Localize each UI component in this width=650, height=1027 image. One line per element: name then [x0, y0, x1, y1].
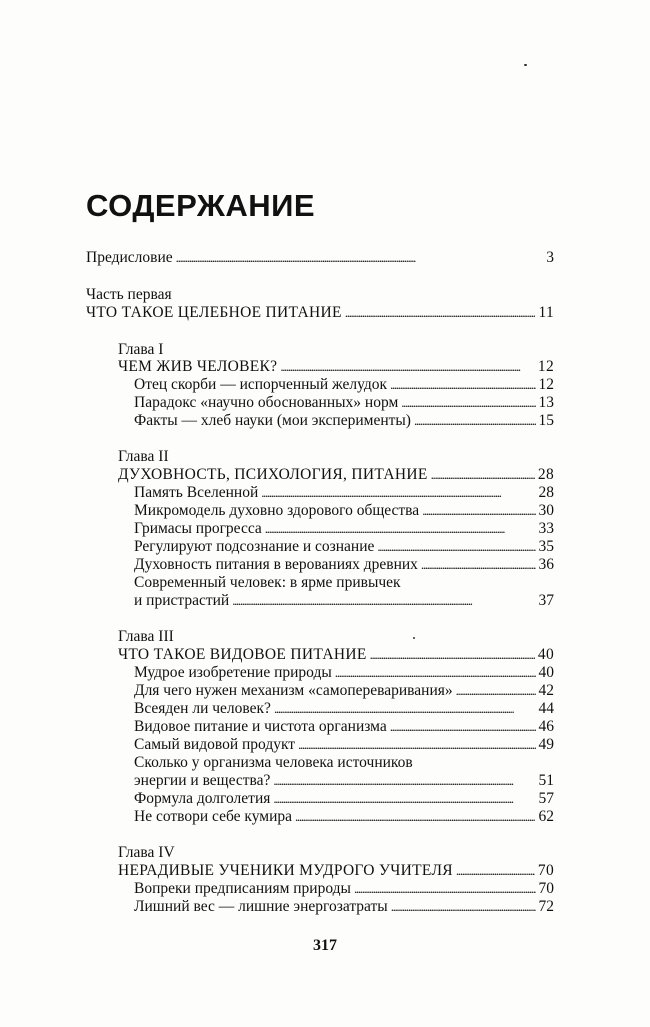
entry-page: 44 [538, 700, 554, 717]
toc-entry-section[interactable] [134, 520, 554, 538]
entry-page: 40 [537, 646, 554, 663]
entry-page: 28 [537, 466, 554, 483]
entry-title: Предисловие [86, 249, 173, 266]
dot-leader [431, 466, 535, 484]
entry-title: Всеяден ли человек? [134, 700, 271, 717]
dot-leader [273, 772, 535, 790]
dot-leader [232, 592, 535, 610]
entry-title: Мудрое изобретение природы [134, 664, 332, 681]
toc-entry-section[interactable] [134, 664, 554, 682]
toc-entry-section[interactable] [134, 700, 554, 718]
dot-leader [390, 718, 536, 736]
toc-entry-section[interactable] [134, 880, 554, 898]
toc-entry-section[interactable] [134, 538, 554, 556]
entry-title: и пристрастий [134, 592, 230, 609]
dot-leader [273, 790, 535, 808]
entry-page: 37 [538, 592, 554, 609]
toc-entry-section-line1: Сколько у организма человека источников [134, 754, 413, 771]
dot-leader [345, 304, 536, 322]
entry-title: Формула долголетия [134, 790, 271, 807]
entry-title: Регулируют подсознание и сознание [134, 538, 375, 555]
entry-title: Видовое питание и чистота организма [134, 718, 387, 735]
dot-leader [274, 700, 536, 718]
dot-leader [377, 538, 535, 556]
entry-title: Вопреки предписаниям природы [134, 880, 351, 897]
toc-entry-chapter-1[interactable] [118, 358, 554, 376]
toc-entry-section[interactable] [134, 412, 554, 430]
chapter-label: Глава III [118, 628, 174, 645]
entry-title: ЧТО ТАКОЕ ЦЕЛЕБНОЕ ПИТАНИЕ [86, 304, 342, 321]
entry-title: ДУХОВНОСТЬ, ПСИХОЛОГИЯ, ПИТАНИЕ [118, 466, 428, 483]
entry-title: Факты — хлеб науки (мои эксперименты) [134, 412, 411, 429]
toc-entry-section-line1: Современный человек: в ярме привычек [134, 574, 401, 591]
dot-leader [354, 880, 536, 898]
entry-page: 62 [538, 808, 554, 825]
dot-leader [280, 358, 535, 376]
entry-title: Для чего нужен механизм «самопереваривания» [134, 682, 453, 699]
dot-leader [456, 862, 535, 880]
toc-entry-preface[interactable] [86, 249, 554, 267]
entry-title: Лишний вес — лишние энергозатраты [134, 898, 388, 915]
entry-title: Гримасы прогресса [134, 520, 262, 537]
part-label: Часть первая [86, 286, 172, 303]
entry-title: Микромодель духовно здорового общества [134, 502, 420, 519]
toc-entry-section[interactable] [134, 556, 554, 574]
dot-leader [391, 898, 536, 916]
dot-leader [261, 484, 535, 502]
page-number: 317 [313, 937, 337, 954]
entry-page: 30 [538, 502, 554, 519]
dot-leader [401, 394, 535, 412]
toc-entry-section[interactable] [134, 682, 554, 700]
entry-page: 12 [537, 358, 554, 375]
entry-title: Отец скорби — испорченный желудок [134, 376, 388, 393]
entry-title: Память Вселенной [134, 484, 259, 501]
toc-entry-section[interactable] [134, 502, 554, 520]
toc-entry-section[interactable] [134, 736, 554, 754]
toc-entry-chapter-2[interactable] [118, 466, 554, 484]
chapter-label: Глава I [118, 341, 164, 358]
entry-page: 11 [538, 304, 554, 321]
toc-entry-section[interactable] [134, 790, 554, 808]
entry-title: энергии и вещества? [134, 772, 271, 789]
entry-page: 28 [538, 484, 554, 501]
entry-page: 33 [538, 520, 554, 537]
chapter-label: Глава II [118, 448, 169, 465]
entry-title: Парадокс «научно обоснованных» норм [134, 394, 399, 411]
entry-title: Самый видовой продукт [134, 736, 296, 753]
toc-entry-chapter-3[interactable] [118, 646, 554, 664]
dot-leader [370, 646, 535, 664]
entry-page: 57 [538, 790, 554, 807]
toc-entry-section[interactable] [134, 772, 554, 790]
entry-title: ЧЕМ ЖИВ ЧЕЛОВЕК? [118, 358, 278, 375]
chapter-label: Глава IV [118, 844, 175, 861]
entry-page: 42 [538, 682, 554, 699]
dot-leader [390, 376, 535, 394]
dot-leader [265, 520, 536, 538]
dot-leader [414, 412, 536, 430]
toc-entry-section[interactable] [134, 376, 554, 394]
entry-title: Не сотвори себе кумира [134, 808, 293, 825]
entry-page: 46 [538, 718, 554, 735]
dot-leader [176, 249, 544, 267]
entry-page: 51 [538, 772, 554, 789]
dot-leader [422, 502, 535, 520]
entry-page: 3 [546, 249, 554, 266]
entry-page: 49 [538, 736, 554, 753]
entry-page: 70 [538, 880, 554, 897]
entry-page: 15 [538, 412, 554, 429]
toc-entry-chapter-4[interactable] [118, 862, 554, 880]
entry-page: 40 [538, 664, 554, 681]
toc-entry-section[interactable] [134, 808, 554, 826]
toc-entry-section[interactable] [134, 484, 554, 502]
page-title: СОДЕРЖАНИЕ [86, 188, 316, 223]
entry-title: Духовность питания в верованиях древних [134, 556, 418, 573]
entry-page: 12 [538, 376, 554, 393]
toc-entry-section[interactable] [134, 394, 554, 412]
toc-entry-section[interactable] [134, 898, 554, 916]
toc-entry-part1[interactable] [86, 304, 554, 322]
entry-page: 13 [538, 394, 554, 411]
dot-leader [421, 556, 536, 574]
dot-leader [456, 682, 536, 700]
toc-entry-section[interactable] [134, 718, 554, 736]
dot-leader [335, 664, 536, 682]
dot-leader [295, 808, 535, 826]
toc-entry-section[interactable] [134, 592, 554, 610]
entry-page: 35 [538, 538, 554, 555]
entry-page: 36 [538, 556, 554, 573]
dot-leader [298, 736, 535, 754]
entry-title: ЧТО ТАКОЕ ВИДОВОЕ ПИТАНИЕ [118, 646, 367, 663]
entry-page: 72 [538, 898, 554, 915]
entry-title: НЕРАДИВЫЕ УЧЕНИКИ МУДРОГО УЧИТЕЛЯ [118, 862, 453, 879]
entry-page: 70 [537, 862, 554, 879]
